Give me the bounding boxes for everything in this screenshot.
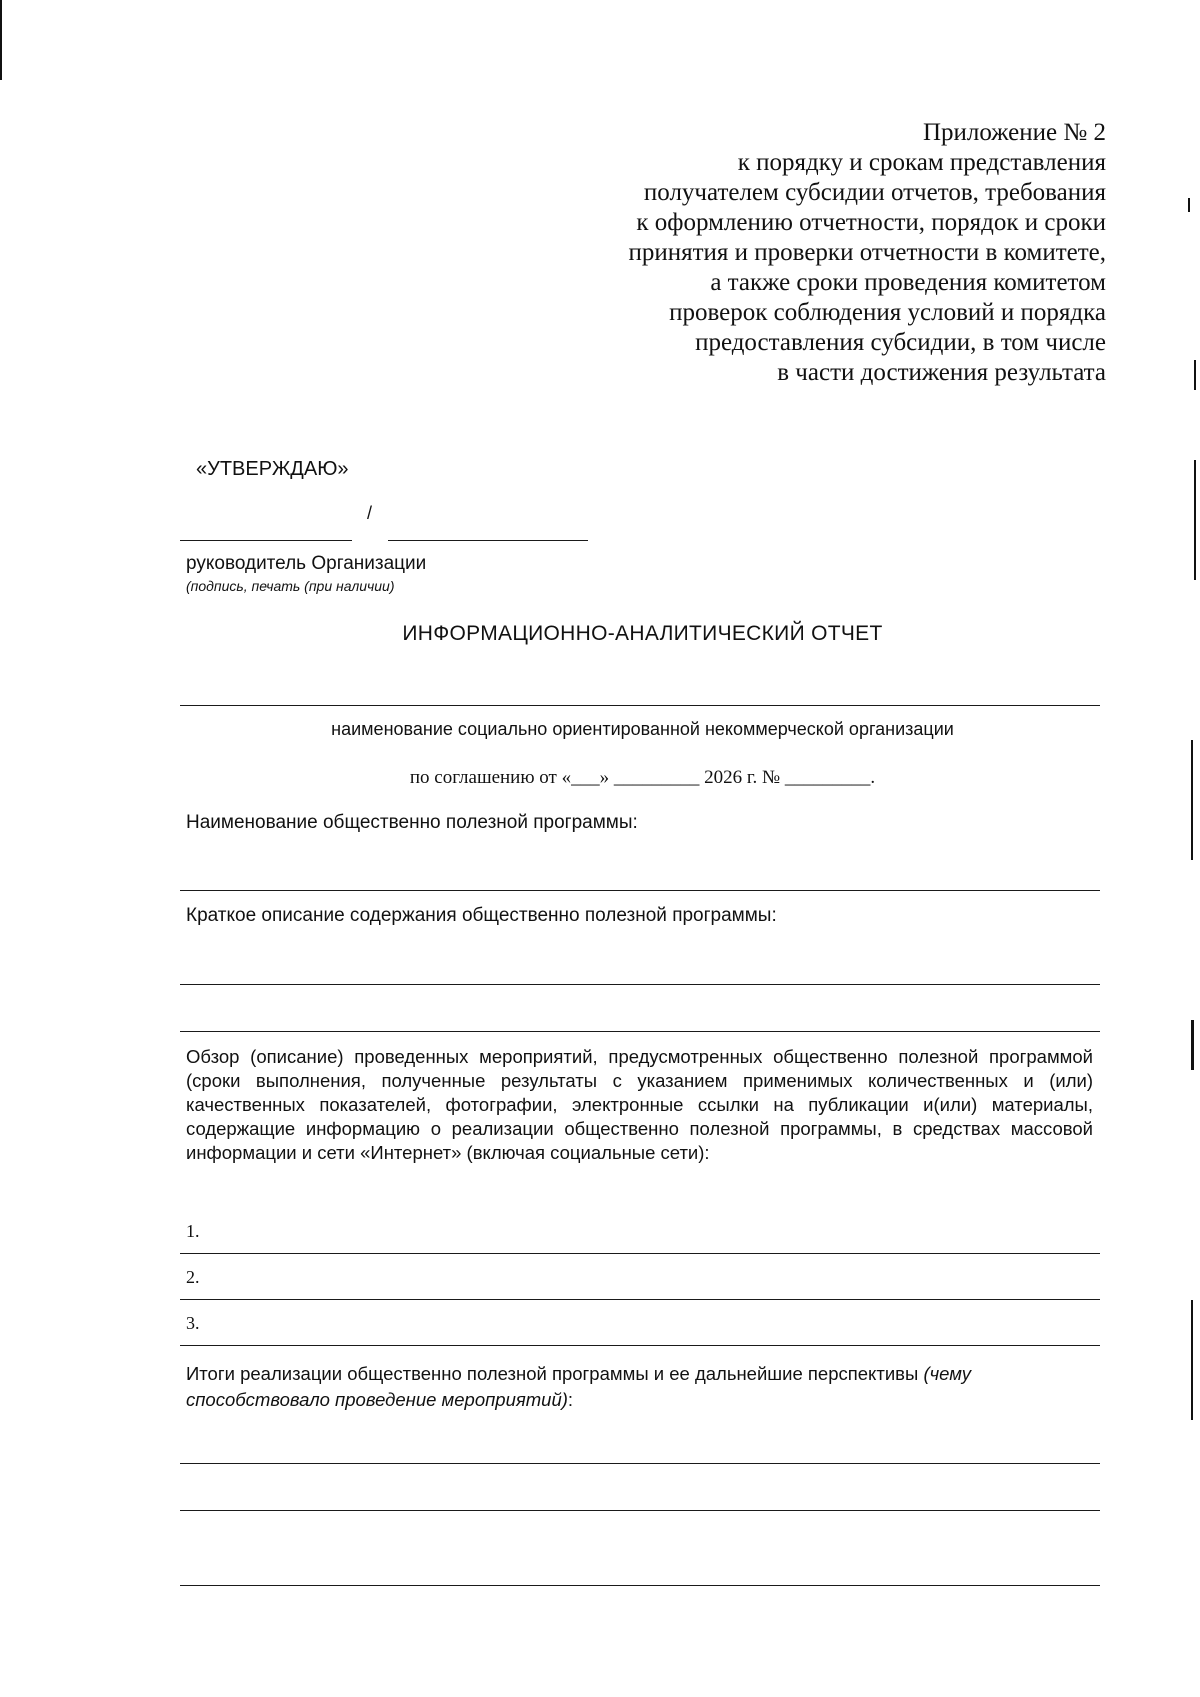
list-item-number: 3. xyxy=(186,1313,200,1333)
program-desc-line[interactable] xyxy=(180,1031,1100,1032)
signer-role: руководитель Организации xyxy=(186,553,427,574)
program-name-line[interactable] xyxy=(180,890,1100,891)
results-end: : xyxy=(567,1389,574,1410)
results-italic: (чему способствовало проведение мероприятий) xyxy=(186,1363,971,1410)
scan-artifact xyxy=(1188,198,1190,212)
program-name-label: Наименование общественно полезной программы: xyxy=(186,812,638,833)
appendix-line: а также сроки проведения комитетом xyxy=(710,269,1106,296)
appendix-line: предоставления субсидии, в том числе xyxy=(695,329,1106,356)
scan-artifact xyxy=(1191,740,1193,860)
appendix-line: проверок соблюдения условий и порядка xyxy=(669,299,1106,326)
scan-artifact xyxy=(1194,460,1196,580)
scan-artifact xyxy=(1191,1300,1193,1420)
list-item-line[interactable] xyxy=(180,1253,1100,1254)
list-item-number: 1. xyxy=(186,1221,200,1241)
results-line[interactable] xyxy=(180,1463,1100,1464)
scan-artifact xyxy=(1191,1020,1194,1070)
appendix-line: принятия и проверки отчетности в комитете, xyxy=(628,239,1106,266)
program-desc-label: Краткое описание содержания общественно полезной программы: xyxy=(186,905,777,926)
appendix-line: Приложение № 2 xyxy=(922,119,1106,146)
list-item-line[interactable] xyxy=(180,1345,1100,1346)
appendix-line: к оформлению отчетности, порядок и сроки xyxy=(636,209,1106,236)
appendix-line: в части достижения результата xyxy=(777,359,1106,386)
program-desc-line[interactable] xyxy=(180,984,1100,985)
list-item-number: 2. xyxy=(186,1267,200,1287)
overview-paragraph: Обзор (описание) проведенных мероприятий, предусмотренных общественно полезной программой (сроки выполнения, полученные результаты с указанием применимых количественных и (или) качественных показателей, фотографии, электронные ссылки на публикации и(или) материалы, содержащие информацию о реализации общественно полезной программы, в средствах массовой информации и сети «Интернет» (включая социальные сети): xyxy=(186,1046,1093,1163)
approval-heading: «УТВЕРЖДАЮ» xyxy=(196,458,349,480)
signature-separator: / xyxy=(367,503,373,523)
results-line[interactable] xyxy=(180,1585,1100,1586)
appendix-header xyxy=(628,118,1106,388)
signature-name-line[interactable] xyxy=(388,540,588,541)
signature-note: (подпись, печать (при наличии) xyxy=(186,578,395,594)
org-name-line[interactable] xyxy=(180,705,1100,706)
results-label xyxy=(186,1361,1086,1413)
appendix-line: к порядку и срокам представления xyxy=(737,149,1106,176)
list-item-line[interactable] xyxy=(180,1299,1100,1300)
scan-artifact xyxy=(0,0,2,80)
signature-line[interactable] xyxy=(180,540,352,541)
agreement-line: по соглашению от «___» _________ 2026 г. № _________. xyxy=(409,767,876,788)
org-name-caption: наименование социально ориентированной некоммерческой организации xyxy=(331,719,954,739)
appendix-line: получателем субсидии отчетов, требования xyxy=(643,179,1106,206)
results-line[interactable] xyxy=(180,1510,1100,1511)
report-title: ИНФОРМАЦИОННО-АНАЛИТИЧЕСКИЙ ОТЧЕТ xyxy=(402,622,883,645)
results-text: Итоги реализации общественно полезной программы и ее дальнейшие перспективы xyxy=(186,1363,924,1384)
scan-artifact xyxy=(1194,360,1196,390)
